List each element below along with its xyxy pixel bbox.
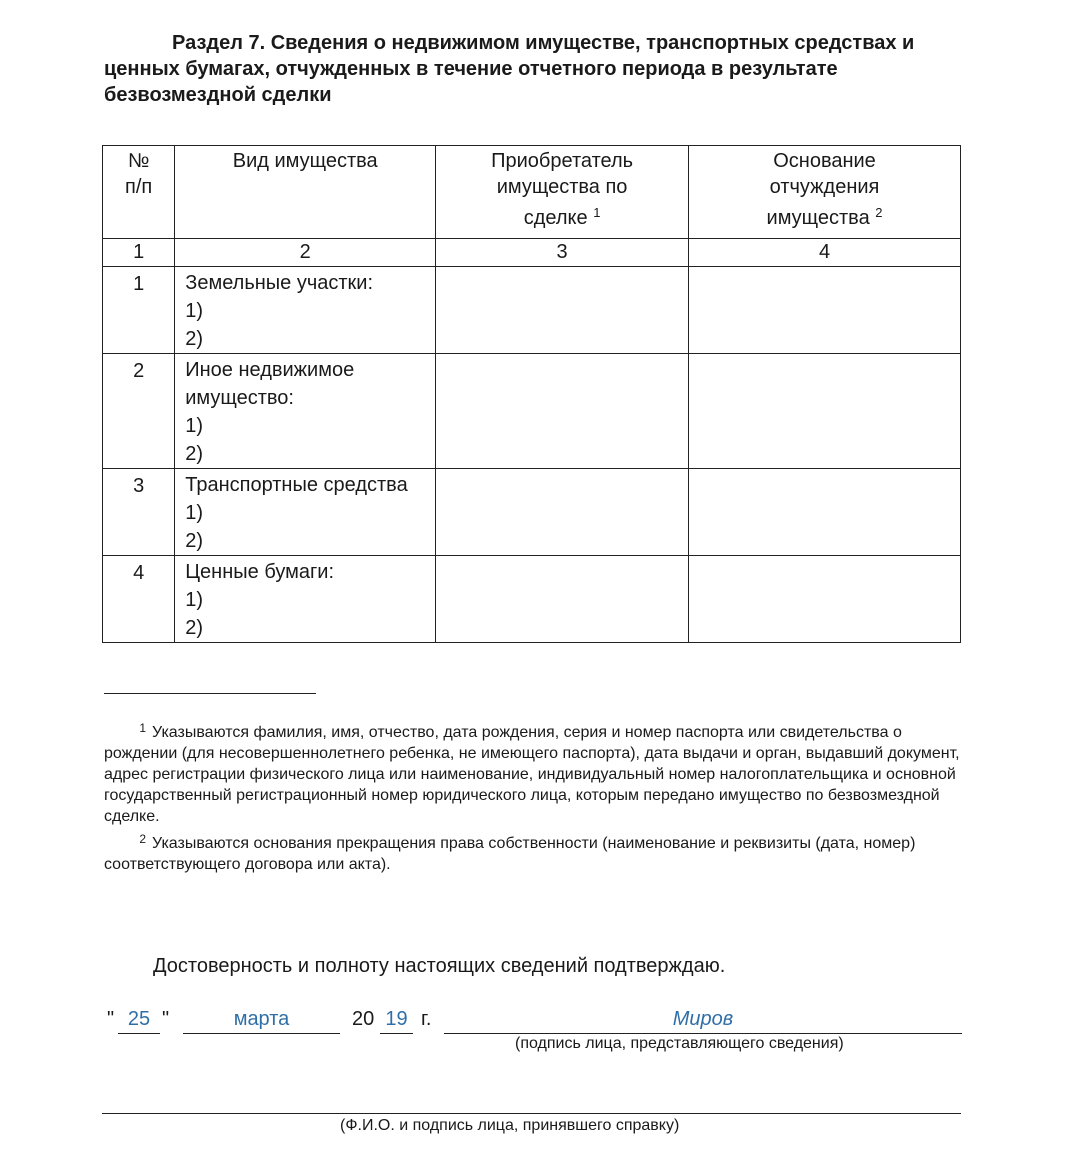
footnote-2	[104, 829, 964, 875]
month-underline	[183, 1033, 340, 1034]
date-close-quote: "	[162, 1008, 170, 1030]
footnote-mark: 2	[139, 832, 146, 846]
row-item: 1)	[185, 502, 204, 524]
row-kind-label: Иное недвижимое имущество:	[185, 359, 355, 409]
footnote-ref-2: 2	[875, 205, 883, 220]
footnote-separator	[104, 693, 316, 694]
row-item: 1)	[185, 589, 204, 611]
header-kind-text: Вид имущества	[232, 150, 378, 172]
date-open-quote: "	[107, 1008, 115, 1030]
date-year-unit: г.	[421, 1008, 432, 1030]
column-number: 1	[103, 239, 175, 267]
acquirer-cell[interactable]	[436, 354, 689, 469]
property-table	[102, 145, 961, 643]
header-acquirer-text: Приобретатель имущества по сделке	[491, 150, 634, 229]
header-acquirer	[436, 146, 689, 239]
footnote-ref-1: 1	[593, 205, 601, 220]
header-number-text: № п/п	[125, 150, 153, 198]
row-kind	[175, 267, 436, 354]
section-title-text: Раздел 7. Сведения о недвижимом имуществе, транспортных средствах и ценных бумагах, отчужденных в течение отчетного периода в результате безвозмездной сделки	[104, 32, 915, 106]
receiver-underline[interactable]	[102, 1113, 961, 1114]
date-month-field[interactable]: марта	[233, 1008, 290, 1030]
day-underline	[118, 1033, 160, 1034]
footnote-mark: 1	[139, 721, 146, 735]
signature-caption: (подпись лица, представляющего сведения)	[515, 1035, 844, 1052]
row-item: 2)	[185, 443, 204, 465]
year-underline	[380, 1033, 413, 1034]
acquirer-cell[interactable]	[436, 267, 689, 354]
row-number: 3	[103, 469, 175, 556]
receiver-caption: (Ф.И.О. и подпись лица, принявшего справку)	[340, 1117, 680, 1134]
row-kind-label: Транспортные средства	[185, 474, 408, 496]
row-kind-label: Ценные бумаги:	[185, 561, 334, 583]
row-item: 2)	[185, 530, 204, 552]
table-header-row	[103, 146, 961, 239]
column-number-row	[103, 239, 961, 267]
table-row	[103, 354, 961, 469]
header-number	[103, 146, 175, 239]
signature-field[interactable]: Миров	[672, 1008, 734, 1030]
header-basis-text: Основание отчуждения имущества	[766, 150, 880, 229]
row-item: 1)	[185, 415, 204, 437]
header-kind	[175, 146, 436, 239]
table-row	[103, 469, 961, 556]
row-number: 2	[103, 354, 175, 469]
signature-underline	[444, 1033, 962, 1034]
footnote-text: Указываются фамилия, имя, отчество, дата рождения, серия и номер паспорта или свидетельства о рождении (для несовершеннолетнего ребенка, не имеющего паспорта), дата выдачи и орган, выдавший документ, адрес регистрации физического лица или наименование, индивидуальный номер налогоплательщика и основной государственный регистрационный номер юридического лица, которым передано имущество по безвозмездной сделке.	[104, 724, 960, 825]
footnote-1	[104, 718, 964, 827]
confirmation-statement: Достоверность и полноту настоящих сведений подтверждаю.	[153, 955, 726, 977]
acquirer-cell[interactable]	[436, 469, 689, 556]
row-kind	[175, 354, 436, 469]
column-number: 4	[689, 239, 961, 267]
table-row	[103, 556, 961, 643]
header-basis	[689, 146, 961, 239]
date-year-prefix: 20	[352, 1008, 375, 1030]
basis-cell[interactable]	[689, 354, 961, 469]
acquirer-cell[interactable]	[436, 556, 689, 643]
row-item: 2)	[185, 328, 204, 350]
table-row	[103, 267, 961, 354]
row-item: 1)	[185, 300, 204, 322]
section-title	[104, 30, 974, 108]
basis-cell[interactable]	[689, 469, 961, 556]
row-number: 1	[103, 267, 175, 354]
column-number: 3	[436, 239, 689, 267]
row-kind	[175, 469, 436, 556]
row-item: 2)	[185, 617, 204, 639]
row-kind	[175, 556, 436, 643]
row-kind-label: Земельные участки:	[185, 272, 374, 294]
date-year-field[interactable]: 19	[385, 1008, 408, 1030]
date-day-field[interactable]: 25	[127, 1008, 151, 1030]
basis-cell[interactable]	[689, 556, 961, 643]
column-number: 2	[175, 239, 436, 267]
footnote-text: Указываются основания прекращения права собственности (наименование и реквизиты (дата, номер) соответствующего договора или акта).	[104, 835, 916, 873]
row-number: 4	[103, 556, 175, 643]
basis-cell[interactable]	[689, 267, 961, 354]
